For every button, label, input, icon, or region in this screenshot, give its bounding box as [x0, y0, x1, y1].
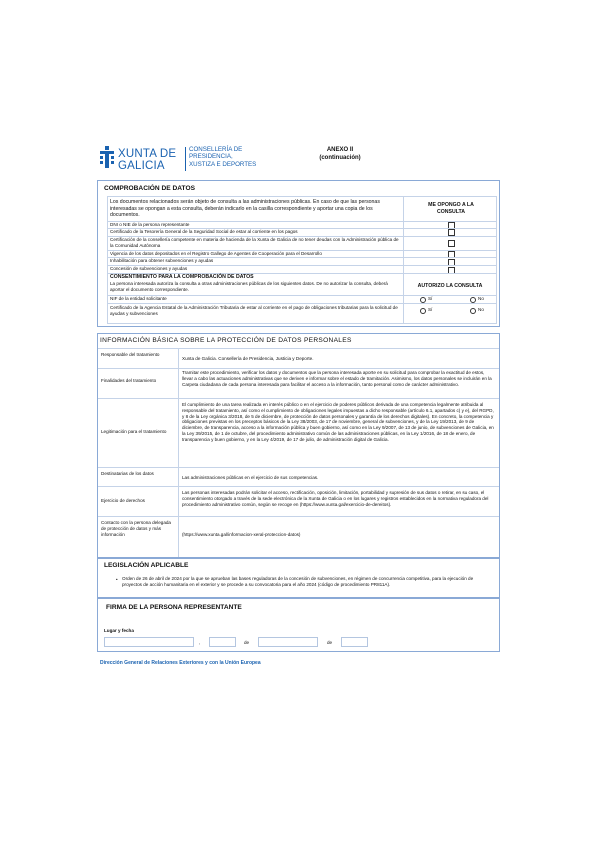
no-label: No: [478, 307, 484, 312]
consent-intro: La persona interesada autoriza la consulta a otras administraciones públicas de los siguientes datos. De no autorizar la consulta, deberá aportar el documento correspondiente.: [110, 281, 388, 292]
oppose-checkbox[interactable]: [448, 229, 455, 236]
section-title: LEGISLACIÓN APLICABLE: [104, 562, 189, 569]
no-radio[interactable]: [470, 308, 476, 314]
check-item-label: Inhabilitación para obtener subvenciones y ayudas: [110, 258, 214, 263]
annex-heading: [300, 146, 380, 162]
protection-row-text: Las administraciones públicas en el ejercicio de sus competencias.: [182, 475, 319, 480]
logo-text: XUNTA DE GALICIA: [118, 148, 177, 172]
de-separator: de: [327, 640, 333, 645]
no-label: No: [478, 296, 484, 301]
oppose-header: ME OPONGO A LA CONSULTA: [428, 202, 474, 215]
year-input[interactable]: [341, 637, 368, 647]
protection-row-label: Destinatarias de los datos: [101, 471, 154, 476]
data-protection-section: [97, 333, 500, 558]
protection-row-link[interactable]: (https://www.xunta.gal/informacion-xeral-proteccion-datos): [182, 532, 301, 537]
protection-row-text: Las personas interesadas podrán solicitar el acceso, rectificación, oposición, limitación, portabilidad y supresión de sus datos o retirar, en su caso, el consentimiento otorgado a través de la sede electrónica de la Xunta de Galicia o en los lugares y registros establecidos en la normativa reguladora del procedimiento administrativo común, según se recoge en (https://www.xunta.gal/exercicio-de-dereitos).: [182, 490, 489, 507]
check-item-label: Vigencia de los datos depositados en el Registro Gallego de Agentes de Cooperación para el Desarrollo: [110, 251, 322, 256]
authorize-header: AUTORIZO LA CONSULTA: [417, 283, 483, 289]
xunta-emblem-icon: [100, 146, 114, 168]
department-name: CONSELLERÍA DE PRESIDENCIA, XUSTIZA E DEPORTES: [189, 146, 257, 168]
yes-radio[interactable]: [420, 308, 426, 314]
data-check-table: [107, 196, 497, 324]
bullet-icon: •: [116, 577, 118, 582]
month-input[interactable]: [258, 637, 318, 647]
check-item-label: Certificado de la Tesorería General de la Seguridad Social de estar al corriente en los pagos: [110, 229, 298, 234]
oppose-checkbox[interactable]: [448, 240, 455, 247]
legislation-item: Orden de 26 de abril de 2024 por la que se aprueban las bases reguladoras de la concesión de subvenciones, en régimen de concurrencia competitiva, para la ejecución de proyectos de acción humanitaria en el exterior y se procede a su convocatoria para el año 2024 (código de procedimiento PR811A).: [122, 576, 474, 587]
footer-text: Dirección General de Relaciones Exteriores y con la Unión Europea: [100, 660, 261, 666]
place-input[interactable]: [104, 637, 194, 647]
section-title: INFORMACIÓN BÁSICA SOBRE LA PROTECCIÓN DE DATOS PERSONALES: [100, 337, 352, 344]
data-check-section: [97, 180, 500, 327]
protection-row-text: Xunta de Galicia. Consellería de Presidencia, Justicia y Deporte.: [182, 356, 314, 361]
comma-separator: ,: [199, 640, 201, 645]
legislation-section: [97, 558, 500, 598]
protection-row-label: Legitimación para el tratamiento: [101, 429, 167, 434]
consent-item-label: NIF de la entidad solicitante: [110, 296, 167, 301]
consent-title: CONSENTIMIENTO PARA LA COMPROBACIÓN DE DATOS: [110, 274, 254, 280]
oppose-intro: Los documentos relacionados serán objeto de consulta a las administraciones públicas. En caso de que las personas interesadas se opongan a esta consulta, deberán indicarlo en la casilla correspondiente y aportar una copia de los documentos.: [110, 199, 380, 219]
section-title: COMPROBACIÓN DE DATOS: [104, 185, 195, 192]
protection-row-text: Tramitar este procedimiento, verificar los datos y documentos que la persona interesada aporte en su solicitud para comprobar la exactitud de estos, llevar a cabo las actuaciones administrativas que se deriven e informar sobre el estado de tramitación. Asimismo, los datos personales se incluirán en la Carpeta ciudadana de cada persona interesada para facilitar el acceso a la información, tanto personal como de carácter administrativo.: [182, 370, 492, 387]
protection-row-label: Responsable del tratamiento: [101, 352, 160, 357]
consent-item-label: Certificado de la Agencia Estatal de la Administración Tributaria de estar al corriente en el pago de obligaciones tributarias para la solicitud de ayudas y subvenciones: [110, 305, 398, 316]
place-date-label: Lugar y fecha: [104, 628, 134, 633]
section-title: FIRMA DE LA PERSONA REPRESENTANTE: [106, 604, 242, 611]
annex-title: ANEXO II: [326, 147, 354, 153]
de-separator: de: [244, 640, 250, 645]
yes-label: Sí: [428, 296, 433, 301]
xunta-logo: [100, 146, 260, 176]
signature-section: [97, 598, 500, 652]
protection-row-label: Contacto con la persona delegada de protección de datos y más información: [101, 520, 171, 537]
protection-row-label: Finalidades del tratamiento: [101, 378, 157, 383]
check-item-label: Certificación de la consellería competente en materia de hacienda de la Xunta de Galicia de no tener deudas con la Administración pública de la Comunidad Autónoma: [110, 237, 399, 248]
day-input[interactable]: [209, 637, 236, 647]
protection-row-text: El cumplimiento de una tarea realizada en interés público o en el ejercicio de poderes públicos derivada de una competencia legalmente atribuida al responsable del tratamiento, así como el cumplimiento de obligaciones legales impuestas a dicho responsable (artículo 6.1, apartados c) y e), del RGPD, y 8 de la Ley orgánica 3/2018, de 5 de diciembre, de protección de datos personales y garantía de los derechos digitales). En concreto, la competencia y obligaciones previstas en los preceptos básicos de la Ley 38/2003, de 17 de noviembre, general de subvenciones, y de la Ley 19/2013, de 9 de diciembre, de transparencia, acceso a la información pública y buen gobierno, así como en la Ley 9/2007, de 13 de junio, de subvenciones de Galicia, en la Ley 39/2015, de 1 de octubre, del procedimiento administrativo común de las administraciones públicas, en la Ley 1/2016, de 18 de enero, de transparencia y buen gobierno, y en la Ley 4/2019, de 17 de julio, de administración digital de Galicia.: [182, 402, 494, 442]
annex-subtitle: (continuación): [319, 155, 361, 161]
check-item-label: Concesión de subvenciones y ayudas: [110, 266, 188, 271]
protection-row-label: Ejercicio de derechos: [101, 498, 145, 503]
check-item-label: DNI o NIE de la persona representante: [110, 222, 190, 227]
yes-label: Sí: [428, 307, 433, 312]
